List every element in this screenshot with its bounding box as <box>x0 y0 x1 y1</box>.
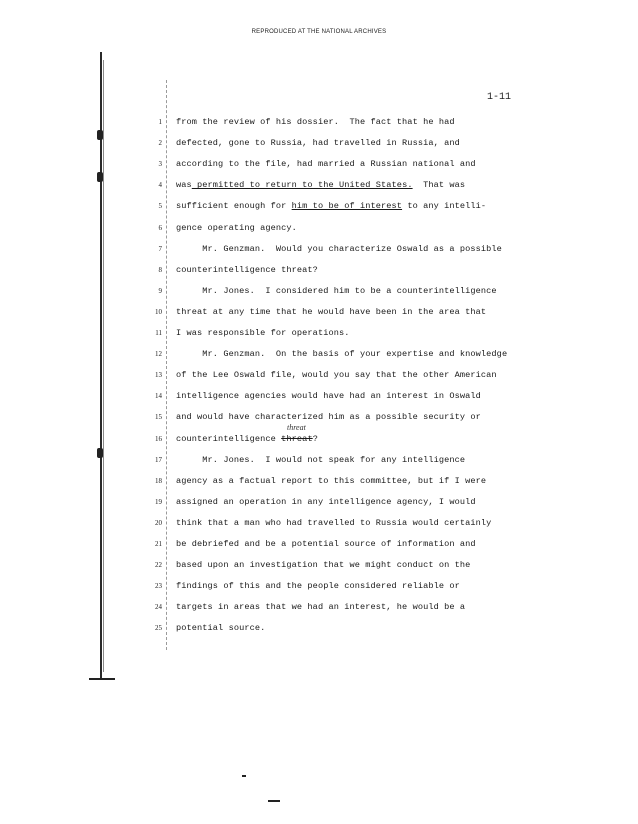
line-text: ? <box>312 433 318 444</box>
line-text: think that a man who had travelled to Russia would certainly <box>176 517 492 528</box>
line-number: 13 <box>155 371 162 380</box>
binding-clip <box>97 172 103 182</box>
line-number: 9 <box>158 286 162 295</box>
line-number: 2 <box>158 139 162 148</box>
line-text: from the review of his dossier. The fact that he had <box>176 117 455 127</box>
transcript-line <box>176 455 465 465</box>
struck-text: threat <box>281 433 313 444</box>
binding-clip <box>97 130 103 140</box>
transcript-line <box>176 307 486 317</box>
line-number: 19 <box>155 497 162 506</box>
line-number-rule <box>166 80 167 650</box>
transcript-line <box>176 581 460 591</box>
line-number: 3 <box>158 160 162 169</box>
transcript-line <box>176 117 455 127</box>
line-number: 14 <box>155 392 162 401</box>
transcript-line <box>176 286 497 296</box>
transcript-line <box>176 328 349 338</box>
transcript-line <box>176 180 465 190</box>
line-text: targets in areas that we had an interest, he would be a <box>176 602 466 613</box>
line-text: That was <box>412 180 466 191</box>
transcript-line <box>176 539 476 549</box>
transcript-line <box>176 623 265 633</box>
line-text: of the Lee Oswald file, would you say that the other American <box>176 370 497 381</box>
line-number: 22 <box>155 561 162 570</box>
line-number: 11 <box>155 329 162 337</box>
line-number: 12 <box>155 350 162 359</box>
handwritten-correction: threat <box>287 423 306 432</box>
line-text: be debriefed and be a potential source of information and <box>176 539 476 549</box>
underlined-text: permitted to return to the United States. <box>191 180 413 191</box>
scan-mark <box>242 775 246 777</box>
binding-rule <box>100 52 102 680</box>
line-text: Mr. Genzman. Would you characterize Oswald as a possible <box>176 243 502 254</box>
transcript-line <box>176 159 476 169</box>
line-number: 6 <box>158 223 162 232</box>
line-text: based upon an investigation that we might conduct on the <box>176 560 471 571</box>
line-number: 5 <box>158 202 162 211</box>
transcript-line <box>176 223 297 233</box>
line-number: 23 <box>155 582 162 591</box>
line-number: 1 <box>158 118 162 126</box>
line-text: and would have characterized him as a possible security or <box>176 412 481 423</box>
transcript-line <box>176 434 318 444</box>
line-text: according to the file, had married a Russian national and <box>176 159 476 170</box>
line-text: Mr. Genzman. On the basis of your expertise and knowledge <box>176 349 508 360</box>
page-number: 1-11 <box>487 92 512 103</box>
line-number: 21 <box>155 540 162 548</box>
line-text: I was responsible for operations. <box>176 328 350 338</box>
transcript-line <box>176 476 486 486</box>
line-number: 7 <box>158 244 162 253</box>
line-number: 8 <box>158 265 162 274</box>
line-number: 24 <box>155 603 162 612</box>
line-number: 17 <box>155 455 162 464</box>
transcript-line <box>176 391 481 401</box>
line-text: gence operating agency. <box>176 222 297 233</box>
line-text: Mr. Jones. I considered him to be a counterintelligence <box>176 285 497 296</box>
line-number: 18 <box>155 476 162 485</box>
line-text: threat at any time that he would have been in the area that <box>176 306 487 317</box>
line-text: sufficient enough for <box>176 201 292 212</box>
line-text: counterintelligence <box>176 433 282 444</box>
line-number: 4 <box>158 181 162 190</box>
line-text: agency as a factual report to this committee, but if I were <box>176 475 487 486</box>
transcript-line <box>176 349 507 359</box>
transcript-line <box>176 244 502 254</box>
binding-base <box>89 678 115 680</box>
line-text: findings of this and the people considered reliable or <box>176 581 460 592</box>
line-number: 25 <box>155 624 162 633</box>
line-number: 16 <box>155 434 162 443</box>
transcript-line <box>176 412 481 422</box>
transcript-line <box>176 201 486 211</box>
line-text: Mr. Jones. I would not speak for any intelligence <box>176 454 466 465</box>
transcript-line <box>176 370 497 380</box>
line-number: 10 <box>155 307 162 316</box>
transcript-line <box>176 138 460 148</box>
transcript-line <box>176 560 470 570</box>
scan-mark <box>268 800 280 802</box>
line-text: to any intelli- <box>402 201 487 212</box>
transcript-line <box>176 518 491 528</box>
line-text: was <box>176 180 192 191</box>
archives-stamp: REPRODUCED AT THE NATIONAL ARCHIVES <box>251 29 387 35</box>
line-text: counterintelligence threat? <box>176 264 318 275</box>
transcript-line <box>176 602 465 612</box>
binding-rule-thin <box>103 60 104 672</box>
line-number: 15 <box>155 413 162 422</box>
line-number: 20 <box>155 518 162 527</box>
line-text: potential source. <box>176 623 266 634</box>
transcript-line <box>176 265 318 275</box>
line-text: defected, gone to Russia, had travelled in Russia, and <box>176 138 460 149</box>
transcript-line <box>176 497 476 507</box>
underlined-text: him to be of interest <box>291 201 403 212</box>
binding-clip <box>97 448 103 458</box>
line-text: intelligence agencies would have had an interest in Oswald <box>176 391 481 402</box>
line-text: assigned an operation in any intelligence agency, I would <box>176 496 476 507</box>
